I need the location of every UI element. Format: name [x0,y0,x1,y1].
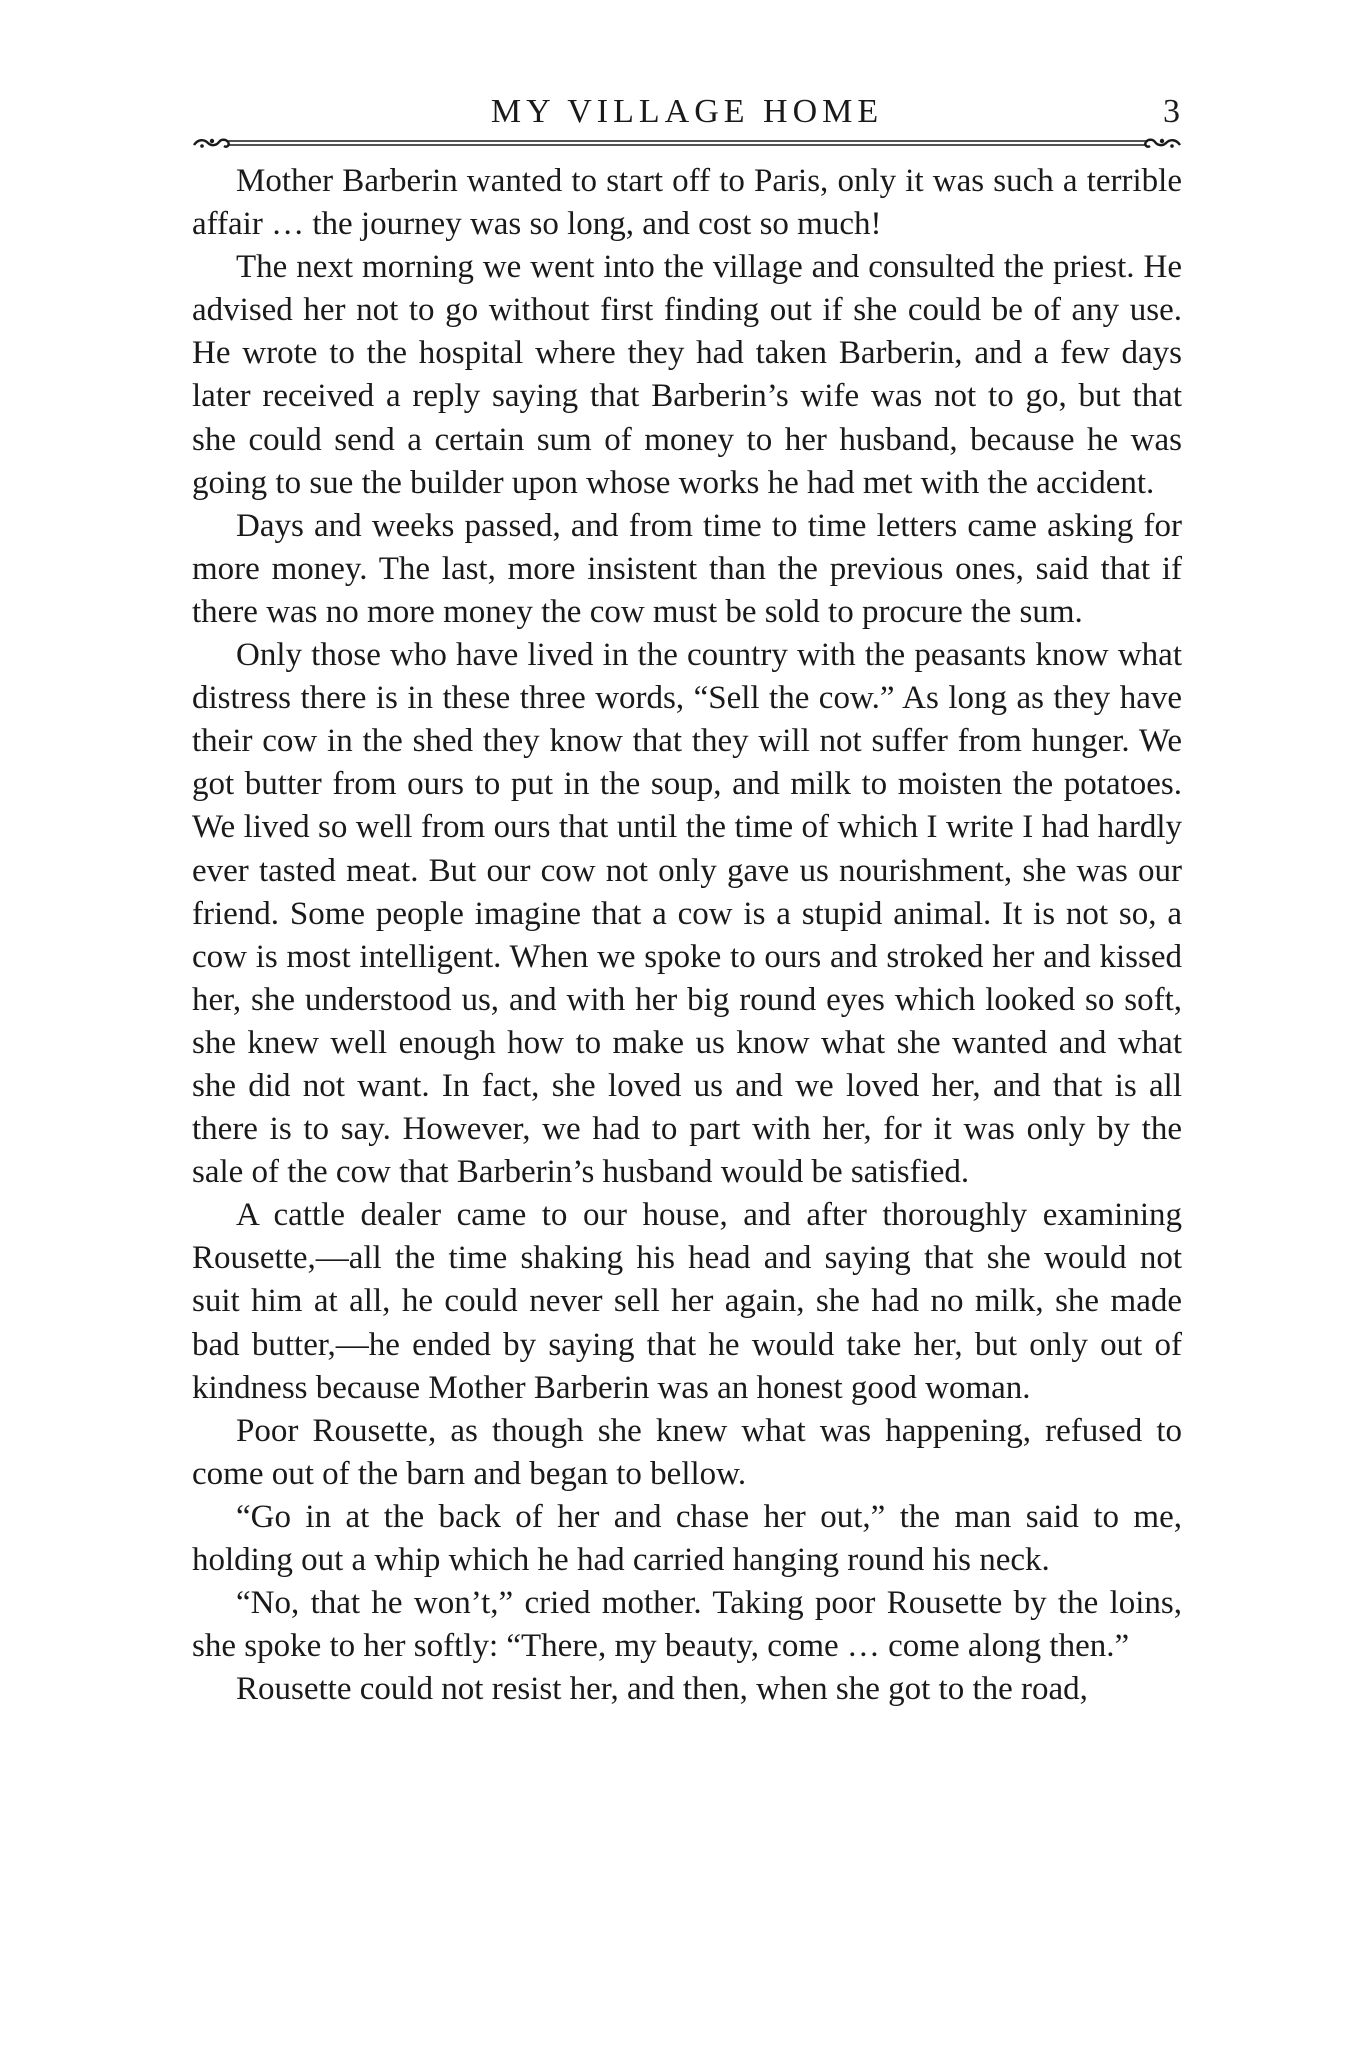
paragraph: A cattle dealer came to our house, and after thoroughly examining Rousette,—all the time shaking his head and saying that she would not suit him at all, he could never sell her again, she had no milk, she made bad butter,—he ended by saying that he would take her, but only out of kindness because Mother Barberin was an honest good woman. [192,1197,1182,1406]
running-head [192,92,1182,136]
paragraph: “No, that he won’t,” cried mother. Taking poor Rousette by the loins, she spoke to her softly: “There, my beauty, come … come along then.” [192,1585,1182,1665]
paragraph: Mother Barberin wanted to start off to Paris, only it was such a terrible affair … the journey was so long, and cost so much! [192,163,1182,243]
ornamental-rule [192,136,1182,150]
running-title: MY VILLAGE HOME [490,93,884,130]
paragraph: Days and weeks passed, and from time to time letters came asking for more money. The last, more insistent than the previous ones, said that if there was no more money the cow must be sold to procure the sum. [192,507,1182,630]
ornamental-rule-graphic [192,136,1182,150]
paragraph: Poor Rousette, as though she knew what was happening, refused to come out of the barn and began to bellow. [192,1412,1182,1492]
paragraph: Only those who have lived in the country with the peasants know what distress there is in these three words, “Sell the cow.” As long as they have their cow in the shed they know that they will not suffer from hunger. We got butter from ours to put in the soup, and milk to moisten the potatoes. We lived so well from ours that until the time of which I write I had hardly ever tasted meat. But our cow not only gave us nourishment, she was our friend. Some people imagine that a cow is a stupid animal. It is not so, a cow is most intelligent. When we spoke to ours and stroked her and kissed her, she understood us, and with her big round eyes which looked so soft, she knew well enough how to make us know what she wanted and what she did not want. In fact, she loved us and we loved her, and that is all there is to say. However, we had to part with her, for it was only by the sale of the cow that Barberin’s husband would be satisfied. [192,637,1182,1191]
paragraph: The next morning we went into the village and consulted the priest. He advised her not to go without first finding out if she could be of any use. He wrote to the hospital where they had taken Barberin, and a few days later received a reply saying that Barberin’s wife was not to go, but that she could send a certain sum of money to her husband, because he was going to sue the builder upon whose works he had met with the accident. [192,249,1182,501]
paragraph: Rousette could not resist her, and then, when she got to the road, [236,1671,1088,1708]
paragraph: “Go in at the back of her and chase her out,” the man said to me, holding out a whip which he had carried hanging round his neck. [192,1498,1182,1578]
page-number: 3 [1163,93,1180,130]
body-text [192,160,1182,1711]
